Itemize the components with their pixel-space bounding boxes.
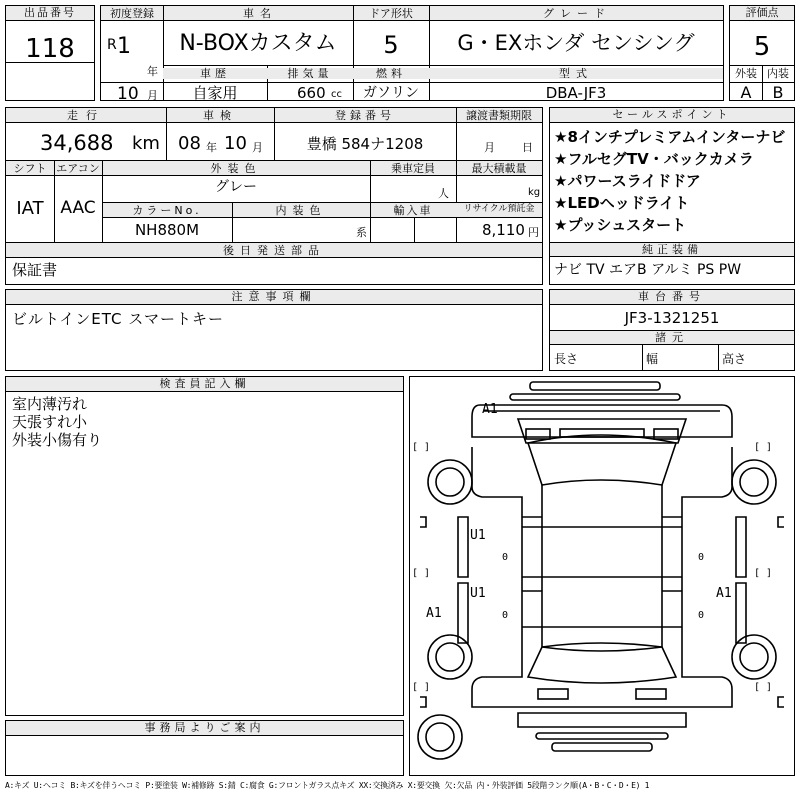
damage-mark-a1: A1 — [482, 402, 498, 417]
damage-diagram — [409, 376, 795, 776]
import-label: 輸入車 — [393, 204, 433, 217]
zero-mark: 0 — [502, 610, 509, 621]
year-unit: 年 — [147, 65, 158, 78]
height-label: 高さ — [722, 352, 747, 366]
info-box — [5, 107, 543, 285]
transfer-day-unit: 日 — [522, 141, 533, 154]
later-parts: 保証書 — [12, 261, 58, 279]
ext-grade: A — [740, 83, 752, 102]
recycle-label: リサイクル預託金 — [463, 204, 535, 214]
damage-mark-u1: U1 — [470, 586, 486, 601]
sales-point: ★プッシュスタート — [554, 216, 687, 234]
dims-label: 諸元 — [550, 331, 794, 345]
score-label: 評価点 — [730, 6, 794, 21]
grade: G・EXホンダ センシング — [457, 31, 695, 55]
transfer-month-unit: 月 — [484, 141, 495, 154]
insp-year: 08 — [178, 133, 201, 154]
lot-box — [5, 5, 95, 101]
chassis-number: JF3-1321251 — [624, 309, 720, 327]
displacement-label: 排気量 — [267, 68, 353, 79]
zero-mark: 0 — [698, 552, 705, 563]
int-grade-label: 内装 — [767, 67, 789, 80]
damage-mark-u1: U1 — [470, 528, 486, 543]
plate: 豊橋 584ナ1208 — [306, 135, 424, 153]
bracket: [ ] — [754, 682, 773, 693]
chassis-box — [549, 289, 795, 371]
zero-mark: 0 — [502, 552, 509, 563]
bracket: [ ] — [754, 442, 773, 453]
inspector-line: 天張すれ小 — [12, 413, 88, 431]
month-unit: 月 — [147, 89, 158, 102]
plate-label: 登録番号 — [335, 109, 395, 122]
shift: IAT — [16, 198, 44, 219]
capacity-unit: 人 — [438, 187, 449, 200]
fuel-label: 燃料 — [353, 68, 429, 79]
model: DBA-JF3 — [545, 84, 607, 102]
insp-month: 10 — [224, 133, 247, 154]
shift-label: シフト — [13, 162, 47, 175]
int-grade: B — [772, 83, 784, 102]
transfer-label: 譲渡書類期限 — [466, 109, 532, 122]
displacement: 660 — [297, 84, 326, 102]
load-unit: kg — [528, 187, 541, 198]
ac: AAC — [60, 198, 96, 218]
interior-label: 内装色 — [275, 204, 327, 217]
mileage-unit: km — [132, 133, 160, 154]
chassis-label: 車台番号 — [550, 290, 794, 305]
door-label: ドア形状 — [369, 7, 413, 20]
car-outline — [410, 377, 794, 775]
history: 自家用 — [192, 84, 238, 102]
name-label: 車名 — [243, 7, 277, 20]
sales-point: ★LEDヘッドライト — [554, 194, 690, 212]
sales-label: セールスポイント — [550, 108, 794, 123]
equipment-label: 純正装備 — [550, 243, 794, 257]
bracket: [ ] — [412, 442, 431, 453]
inspector-label: 検査員記入欄 — [6, 377, 403, 392]
inspector-line: 外装小傷有り — [12, 431, 103, 449]
load-label: 最大積載量 — [471, 162, 527, 175]
width-label: 幅 — [646, 352, 659, 366]
capacity-label: 乗車定員 — [391, 162, 435, 175]
era: R — [107, 37, 117, 53]
insp-month-unit: 月 — [252, 141, 263, 154]
first-reg-month: 10 — [117, 84, 139, 104]
mileage-label: 走行 — [67, 109, 105, 122]
lot-number: 118 — [25, 34, 75, 64]
recycle-unit: 円 — [528, 226, 539, 239]
displacement-unit: cc — [331, 89, 342, 100]
score: 5 — [753, 32, 771, 62]
length-label: 長さ — [554, 352, 579, 366]
damage-mark-a1: A1 — [426, 606, 442, 621]
zero-mark: 0 — [698, 610, 705, 621]
recycle: 8,110 — [482, 221, 525, 239]
office-box — [5, 720, 404, 776]
model-label: 型式 — [429, 68, 723, 79]
first-reg-year: 1 — [117, 34, 131, 59]
color-no: NH880M — [134, 221, 200, 239]
mileage: 34,688 — [40, 131, 114, 155]
notes-label: 注意事項欄 — [6, 290, 542, 305]
grade-label: グレード — [543, 7, 611, 20]
bracket: [ ] — [412, 568, 431, 579]
door-count: 5 — [383, 31, 399, 59]
score-box — [729, 5, 795, 101]
notes: ビルトインETC スマートキー — [12, 310, 224, 328]
ext-grade-label: 外装 — [735, 67, 757, 80]
bracket: [ ] — [412, 682, 431, 693]
sales-point: ★フルセグTV・バックカメラ — [554, 150, 754, 168]
legend: A:キズ U:ヘコミ B:キズを伴うヘコミ P:要塗装 W:補修跡 S:錆 C:腐食 G:フロントガラス点キズ XX:交換済み X:要交換 欠:欠品 内・外装評価 5段階ランク順(A・B・C・D・E) 1 — [5, 781, 650, 790]
inspector-line: 室内薄汚れ — [12, 395, 88, 413]
fuel: ガソリン — [363, 85, 419, 101]
color-label: 外装色 — [210, 162, 262, 175]
sales-point: ★8インチプレミアムインターナビ — [554, 128, 786, 146]
car-name: N-BOXカスタム — [179, 31, 337, 56]
sales-point: ★パワースライドドア — [554, 172, 701, 190]
color-no-label: カラーNo. — [132, 204, 202, 217]
main-box — [100, 5, 724, 104]
later-parts-label: 後日発送部品 — [223, 244, 325, 257]
color: グレー — [215, 179, 257, 195]
insp-year-unit: 年 — [206, 141, 217, 154]
office-label: 事務局よりご案内 — [6, 721, 403, 736]
interior-unit: 系 — [356, 226, 367, 239]
inspection-label: 車検 — [203, 109, 237, 122]
sales-box — [549, 107, 795, 285]
history-label: 車歴 — [163, 68, 267, 79]
first-reg-label: 初度登録 — [110, 7, 154, 20]
bracket: [ ] — [754, 568, 773, 579]
ac-label: エアコン — [56, 162, 100, 175]
notes-box — [5, 289, 543, 371]
lot-label: 出品番号 — [6, 6, 94, 21]
equipment: ナビ TV エアB アルミ PS PW — [554, 262, 742, 278]
inspector-box — [5, 376, 404, 716]
damage-mark-a1: A1 — [716, 586, 732, 601]
